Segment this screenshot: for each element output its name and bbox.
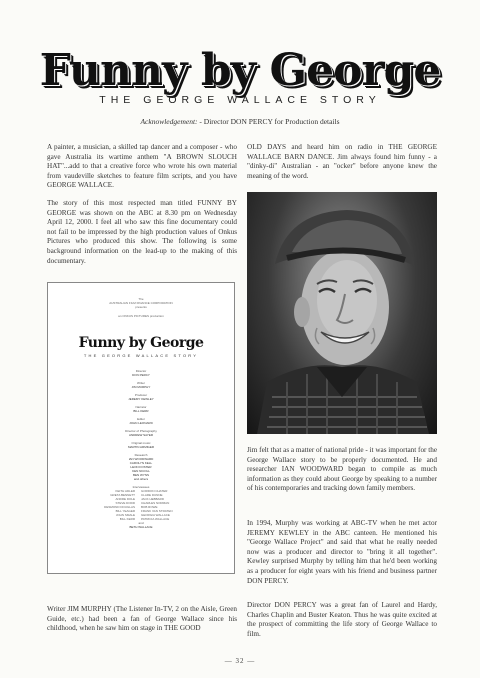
poster-research-name: LEON FOSTER (130, 465, 152, 469)
poster-interviewee-name: ANDRE DOLE (115, 497, 135, 501)
poster-credit-name: DON PERCY (132, 373, 150, 377)
poster-line-4: an ONKUS PICTURES production (118, 314, 164, 318)
poster-interviewee-name: DESMOND DOUGLAS (104, 505, 135, 509)
poster-interviewee-name: CHARLES NORMAN (141, 501, 170, 505)
right-paragraph-4: Director DON PERCY was a great fan of Laurel and Hardy, Charles Chaplin and Buster Keaton. Thus he was quite excited at the prospect of committing the life story of George Wallace to film. (247, 601, 437, 638)
poster-interviewee-name: GORDON CHATER (141, 489, 168, 493)
page-number: — 32 — (224, 657, 256, 665)
poster-line-3: presents (135, 305, 147, 309)
portrait-illustration (247, 192, 437, 434)
ack-label: Acknowledgement: (140, 117, 198, 126)
poster-research-label: Research (134, 453, 148, 457)
poster-interviewee-name: BOB ROWE (141, 505, 158, 509)
poster-interviewee-name: GEORGIA WALLACE (141, 513, 170, 517)
page-subtitle: THE GEORGE WALLACE STORY (99, 94, 381, 106)
poster-research-name: CAROLYN KELL (129, 461, 153, 465)
poster-interviewee-name: KEITH ADLER (115, 489, 135, 493)
right-paragraph-1: OLD DAYS and heard him on radio in THE GEORGE WALLACE BARN DANCE. Jim always found him funny - a "dinky-di" Australian - an "ocker" before anyone knew the meaning of the word. (247, 143, 437, 180)
poster-research-name: KEN NICOLL (132, 469, 150, 473)
poster-research-name: BEN WYNS (132, 473, 149, 477)
poster-credit-name: ANDREW SAYER (128, 433, 154, 437)
poster-line-2: AUSTRALIAN FILM FINANCE CORPORATION (109, 301, 173, 305)
page-title: Funny by George (39, 45, 441, 96)
poster-interviewee-name: BILL YEAGER (115, 509, 135, 513)
right-paragraph-3: In 1994, Murphy was working at ABC-TV when he met actor JEREMY KEWLEY in the ABC canteen. He mentioned his "George Wallace Project" and said that what he really needed now was a producer and director to "bring it all together". Kewley surprised Murphy by telling him that he'd been working as a producer for eight years with his friend and business partner DON PERCY. (247, 519, 437, 585)
poster-interviewee-name: CLARE DUNNE (141, 493, 163, 497)
poster-interviewees-label: Interviewees (132, 485, 150, 489)
poster-research-name: and others (133, 477, 149, 481)
poster-interviewee-name: FRANK VAN STRATEN (141, 509, 173, 513)
poster-credit-name: JIM MURPHY (131, 385, 151, 389)
george-wallace-photo (247, 192, 437, 434)
acknowledgement (0, 117, 480, 126)
poster-credit-role: Narrator (135, 405, 147, 409)
poster-research-name: IAN WOODWARD (128, 457, 154, 461)
poster-title: Funny by George (78, 335, 204, 351)
poster-credit-name: BILL KERR (133, 409, 149, 413)
poster-credit-role: Writer (137, 381, 145, 385)
ack-text: - Director DON PERCY for Production details (197, 117, 340, 126)
poster-credit-name: JEREMY KEWLEY (128, 397, 154, 401)
left-paragraph-2: The story of this most respected man titled FUNNY BY GEORGE was shown on the ABC at 8.30 pm on Wednesday April 12, 2000. I feel all who saw this fine documentary could not fail to be impressed by the high production values of Onkus Pictures who produced this show. The following is some background information on the lead-up to the making of this documentary. (47, 199, 237, 265)
poster-credit-role: Original music (131, 441, 151, 445)
poster-interviewee-name: BILL KERR (119, 517, 135, 521)
poster-interviewee-name: PATRICIA WALLACE (141, 517, 170, 521)
left-paragraph-3: Writer JIM MURPHY (The Listener In-TV, 2 on the Aisle, Green Guide, etc.) had been a fan of George Wallace since his childhood, when he saw him on stage in THE GOOD (47, 605, 237, 633)
poster-credit-role: Director (135, 369, 147, 373)
poster-subtitle: THE GEORGE WALLACE STORY (83, 353, 199, 358)
poster-line-1: The (138, 297, 144, 301)
poster-interviewee-name: JOHN SMALE (115, 513, 135, 517)
poster-interviewee-last: BETH WALLACE (129, 525, 153, 529)
poster-credit-name: MARTIN ARMIGER (127, 445, 155, 449)
poster-interviewee-name: JACK HEBBARD (141, 497, 165, 501)
documentary-poster (47, 282, 235, 574)
left-paragraph-1: A painter, a musician, a skilled tap dancer and a composer - who gave Australia its wartime anthem "A BROWN SLOUCH HAT"...add to that a creative force who wrote his own material from vaudeville sketches to feature film scripts, and you have GEORGE WALLACE. (47, 143, 237, 190)
poster-and-label: and (138, 521, 144, 525)
poster-interviewee-name: GRETA BENNETT (110, 493, 135, 497)
poster-credit-role: Director of Photography (125, 429, 157, 433)
poster-credit-role: Producer (134, 393, 148, 397)
poster-credit-name: JOHN LEONARD (129, 421, 153, 425)
poster-credit-role: Editor (137, 417, 145, 421)
right-paragraph-2: Jim felt that as a matter of national pride - it was important for the George Wallace story to be properly documented. He and researcher IAN WOODWARD began to compile as much information as they could about George by speaking to a number of his contemporaries and tracking down family members. (247, 446, 438, 493)
poster-interviewee-name: STEVE DODD (115, 501, 135, 505)
